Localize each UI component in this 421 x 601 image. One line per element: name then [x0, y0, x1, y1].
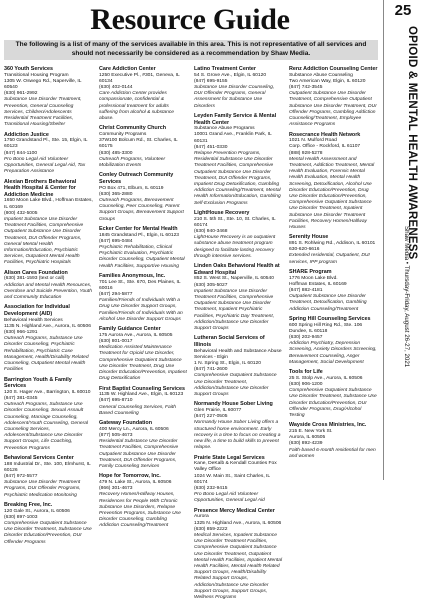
resource-entry [194, 263, 283, 332]
resource-name: Families Anonymous, Inc. [99, 273, 166, 279]
resource-name: Linden Oaks Behavioral Health at Edward Hospital [194, 263, 280, 276]
resource-name: Gateway Foundation [99, 420, 153, 427]
resource-name: Alison Cares Foundation [4, 269, 68, 276]
column-4 [289, 66, 378, 478]
resource-address: Transitional Housing Program 1305 W. Oswego Rd., Naperville, IL 60540 (630) 961-2992 [4, 72, 82, 97]
resource-name: Rosecrance Health Network [289, 131, 361, 138]
resource-entry [4, 179, 93, 267]
resource-description: Pro Bono Legal Aid Volunteer Opportunities, General Legal Aid, Tax Preparation Assistance [4, 156, 86, 175]
resource-entry [4, 455, 93, 499]
resource-address: (630) 381-1593 (text or call) [4, 276, 65, 282]
resource-name: First Baptist Counseling Services [99, 385, 185, 392]
resource-address: Substance Abuse Counseling Two American Way, Elgin, IL 60120 (847) 742-3545 [289, 72, 366, 90]
resource-name: Family Guidance Center [99, 326, 161, 333]
resource-entry [99, 473, 188, 529]
resource-address: 25 S. Stolp Ave., Aurora, IL 60506 (630) 906-1200 [289, 375, 363, 388]
resource-columns [4, 66, 378, 601]
resource-name: Barrington Youth & Family Services [4, 376, 72, 390]
resource-description: Comprehensive Outpatient Substance Use Disorder Treatment, Substance Use Disorder Education/Prevention, DUI Offender Programs, Drug/Alcohol Testing [289, 388, 377, 419]
resource-entry [99, 273, 188, 323]
resource-address: Behavioral Health Services 1135 N. Highland Ave., Aurora, IL 60506 (630) 966-1291 [4, 317, 91, 335]
resource-name: Hope for Tomorrow, Inc. [99, 473, 161, 480]
resource-entry [289, 269, 378, 313]
resource-entry [99, 172, 188, 222]
resource-name: Alexian Brothers Behavioral Health Hospital & Center for Addiction Medicine [4, 178, 77, 198]
resource-address: 1776 Moon Lake Blvd. Hoffman Estates, IL 60169 (847) 882-4181 [289, 275, 347, 294]
resource-address: 188 Industrial Dr., Ste. 100, Elmhurst, IL 60126 (847) 972-5577 [4, 461, 91, 480]
resource-entry [289, 422, 378, 460]
resource-address: Community Programs 37W100 Bolcum Rd., St. Charles, IL 60175 (630) 485-3300 [99, 132, 178, 156]
resource-name: SHARE Program [289, 269, 332, 276]
resource-name: LightHouse Recovery [194, 210, 250, 217]
resource-name: 360 Youth Services [4, 66, 53, 72]
resource-entry [99, 125, 188, 169]
resource-description: Outpatient Substance Use Disorder Treatment, Detoxification, Gambling Addiction Counseling/Treatment [289, 294, 367, 312]
resource-name: Leyden Family Service & Mental Health Center [194, 113, 277, 126]
resource-description: Pro Bono Legal Aid Volunteer Opportunities, General Legal Aid [194, 492, 265, 504]
resource-description: Outreach Programs, Volunteer Mobilization Events [99, 156, 166, 169]
resource-description: Outpatient Substance Use Disorder Treatment, Comprehensive Outpatient Substance Use Disorder Treatment, DUI Offender Programs, Gambling Addiction Counseling/Treatment, Employee Assistance Programs [289, 91, 377, 128]
resource-description: Extended residential, Outpatient, DUI services, IPP program [289, 253, 370, 265]
resource-entry [289, 132, 378, 232]
resource-entry [99, 226, 188, 270]
resource-entry [194, 66, 283, 110]
resource-address: 1845 Grandstand Pl., Elgin, IL 60123 (847) 695-0484 [99, 232, 180, 244]
resource-name: Lutheran Social Services of Illinois [194, 335, 265, 349]
resource-name: Care Addiction Center [99, 66, 156, 72]
resource-name: Christ Community Church [99, 125, 167, 132]
resource-address: Glen Prairie, IL 60077 (847) 227-0505 [194, 408, 242, 420]
resource-name: Spring Hill Counseling Services [289, 316, 371, 323]
resource-description: Substance Use Disorder Counseling, DUI Offender Programs, General Assessment for Substance Use Disorders [194, 85, 275, 109]
resource-description: Residential Substance Use Disorder Treatment Facilities, Comprehensive Outpatient Substance Use Disorder Treatment, DUI Offender Programs, Family Counseling Services [99, 439, 179, 470]
resource-description: Families/Friends of Individuals With a Drug Use Disorder Support Groups, Families/Friends of Individuals With an Alcohol Use Disorder Support Groups [99, 298, 183, 322]
resource-description: Outreach Programs, Substance Use Disorder Counseling, Psychiatric Rehabilitation, Psychiatric Case Management, Health/Disability Related Counseling, Outpatient Mental Health Facilities [4, 336, 89, 373]
page-title: Resource Guide [90, 3, 290, 36]
resource-address: 400 Mercy Ln., Aurora, IL 60506 (877) 505-4673 [99, 426, 169, 438]
resource-description: Substance Use Disorder Treatment, Prevention, General Counseling Services, Children/Adolescents Residential Treatment Facilities, Transitional Housing/Shelter [4, 97, 82, 128]
column-3 [194, 66, 283, 601]
side-rail [383, 0, 421, 480]
resource-address: 210 S. 5th St., Ste. 10, St. Charles, IL 60174 (630) 940-3468 [194, 216, 276, 235]
resource-entry [289, 316, 378, 366]
resource-description: Care Addiction Center provides compassionate, confidential & professional treatment for adults suffering from alcohol & substance abuse. [99, 91, 175, 122]
resource-address: 701 Lee St., Ste. 670, Des Plaines, IL 60016 (847) 294-5877 [99, 279, 181, 297]
resource-description: Addiction and Mental Health Resources, Overdose and Suicide Prevention, Youth and Community Education [4, 282, 92, 301]
resource-address: 852 S. West St., Naperville, IL 60540 (630) 305-5027 [194, 276, 274, 288]
resource-address: 600 Spring Hill Ring Rd., Ste. 106 Dundee, IL 60118 (630) 202-9457 [289, 322, 363, 341]
resource-address: 54 S. Grove Ave., Elgin, IL 60120 (847) 695-9155 [194, 72, 267, 84]
resource-entry [289, 234, 378, 265]
resource-entry [4, 270, 93, 301]
resource-name: Prairie State Legal Services [194, 454, 265, 461]
resource-address: 1021 N. Mulford Road Corp. Office - Rockford, IL 61107 (888) 928-5278 [289, 138, 361, 156]
resource-address: Substance Abuse Programs 10001 Grand Ave., Franklin Park, IL 60131 (847) 451-0330 [194, 126, 272, 150]
resource-description: Comprehensive Outpatient Substance Use Disorder Treatment, Substance Use Disorder Education/Prevention, DUI Offender Programs [4, 521, 92, 545]
resource-address: 479 N. Lake St., Aurora, IL 60506 (866) 301-4673 [99, 480, 172, 492]
resource-description: Inpatient Substance Use Disorder Treatment Facilities, Comprehensive Outpatient Substance Use Disorder Treatment, DUI Offender Programs, General Mental Health Information/Education, Psychiatric Services, Outpatient Mental Health Facilities, Psychiatric Hospitals [4, 217, 84, 266]
resource-entry [194, 455, 283, 505]
resource-name: Normandy House Sober Living [194, 401, 273, 408]
resource-address: Kane, DeKalb & Kendall Counties Fox Valley Office 1024 W. Main St., Saint Charles, IL 60174 (630) 232-9415 [194, 461, 277, 492]
resource-description: Inpatient Substance Use Disorder Treatment Facilities, Comprehensive Outpatient Substance Use Disorder Treatment, Inpatient Psychiatric Facilities, Psychiatric Day Treatment, Addiction/Substance Use Disorder Support Groups [194, 288, 275, 332]
resource-entry [99, 420, 188, 470]
resource-entry [4, 304, 93, 373]
resource-entry [194, 401, 283, 451]
resource-description: Psychiatric Rehabilitation, Clinical Psychiatric Evaluation, Psychiatric Disorder Counseling, Outpatient Mental Health Facilities, Supportive Housing [99, 245, 185, 269]
resource-description: General Counseling Services, Faith Based Counseling [99, 404, 176, 416]
resource-entry [99, 326, 188, 382]
resource-address: 120 Gale St., Aurora, IL 60506 (630) 897-1003 [4, 508, 70, 520]
resource-entry [4, 132, 93, 176]
intro-banner: The following is a list of many of the services available in this area. This is not representative of all services and should not necessarily be considered as a recommendation by Shaw Media. [4, 40, 378, 60]
resource-entry [194, 508, 283, 601]
resource-description: Normandy House Sober Living offers a structured home environment. Early recovery is a time to focus on creating a new life, a time to build skills to prevent relapse. [194, 420, 281, 451]
resource-entry [289, 66, 378, 128]
resource-name: Renz Addiction Counseling Center [289, 66, 378, 72]
resource-name: Breaking Free, Inc. [4, 502, 53, 509]
resource-name: Presence Mercy Medical Center [194, 507, 275, 514]
resource-address: Behavioral Health and Substance Abuse Services - Elgin 1 N. Spring St., Elgin, IL 60120 (847) 741-2600 [194, 348, 282, 373]
resource-entry [99, 66, 188, 122]
resource-address: 1250 Executive Pl., #301, Geneva, IL 60134 (630) 402-0144 [99, 72, 180, 90]
page-number: 25 [394, 2, 412, 19]
resource-address: 120 S. Hager Ave., Barrington, IL 60010 (847) 381-0345 [4, 389, 91, 401]
resource-address: 891 S. Rohlwing Rd., Addison, IL 60101 630-620-6616 [289, 241, 376, 253]
resource-name: Behavioral Services Center [4, 455, 74, 462]
resource-description: Medication Assisted Maintenance Treatment for Opioid Use Disorder, Comprehensive Outpatient Substance Use Disorder Treatment, Drug Use Disorder Education/Prevention, Inpatient Drug Detoxification [99, 345, 187, 382]
resource-address: 1650 Moon Lake Blvd., Hoffman Estates, IL 60169 (800) 432-5005 [4, 198, 93, 216]
resource-name: Wayside Cross Ministries, Inc. [289, 422, 367, 429]
resource-address: Aurora 1325 N. Highland Ave., Aurora, IL 60506 (630) 859-2222 [194, 514, 282, 532]
resource-name: Association for Individual Development (AID) [4, 304, 70, 317]
resource-name: Addiction Justice [4, 131, 49, 138]
resource-description: Comprehensive Outpatient Substance Use Disorder Treatment, Addiction/Substance Use Disorder Support Groups [194, 373, 277, 398]
section-label: OPIOID & MENTAL HEALTH AWARENESS [406, 26, 418, 260]
resource-description: Substance Use Disorder Treatment Programs, DUI Offender Programs, Psychiatric Medication Monitoring [4, 480, 81, 498]
resource-address: 175 Aurora Ave., Aurora, IL 60505 (630) 801-0017 [99, 332, 173, 344]
column-2 [99, 66, 188, 529]
resource-description: Outreach Programs, Bereavement Counseling, Peer Counseling, Parent Support Groups, Bereavement Support Groups [99, 198, 184, 222]
resource-entry [4, 377, 93, 452]
resource-address: 215 E. New York St. Aurora, IL 60505 (630) 892-4239 [289, 429, 333, 447]
resource-description: Medical Services, Inpatient Substance Use Disorder Treatment Facilities, Comprehensive Outpatient Substance Use Disorder Treatment, Outpatient Mental Health Facilities, Inpatient Mental Health Facilities, Mental Health Related Support Groups, Health/Disability Related Support Groups, Addiction/Substance Use Disorder Support Groups, Support Groups, Wellness Programs [194, 533, 283, 601]
resource-address: 1750 Grandstand Pl., Ste. 15, Elgin, IL 60123 (847) 844-1100 [4, 138, 88, 156]
resource-name: Latino Treatment Center [194, 66, 257, 72]
resource-entry [194, 113, 283, 207]
resource-description: Mental Health Assessment and Treatment, Addiction Treatment, Mental Health Evaluation, Forensic Mental Health Evaluation, Mental Health Screening, Detoxification, Alcohol Use Disorder Education/Prevention, Drug Use Disorder Education/Prevention, Comprehensive Outpatient Substance Use Disorder Treatment, Inpatient Substance Use Disorder Treatment Facilities, Recovery Homes/Halfway Houses [289, 156, 375, 231]
resource-description: Faith-based 6-month residential for men and women [289, 447, 376, 459]
resource-name: Conley Outreach Community Services [99, 172, 174, 185]
resource-entry [194, 210, 283, 260]
resource-description: LightHouse Recovery is an outpatient substance abuse treatment program designed to facilitate lasting recovery through intensive services. [194, 235, 276, 259]
resource-name: Serenity House [289, 234, 329, 241]
resource-description: Addiction Psychiatry, Depression Screening, Anxiety Disorders Screening, Bereavement Counseling, Anger Management, Social Development [289, 341, 377, 365]
resource-name: Tools for Life [289, 369, 323, 376]
resource-description: Outreach Programs, Substance Use Disorder Counseling, Sexual Assault Counseling, Marriage Counseling, Adolescent/Youth Counseling, General Counseling Services, Adolescent/Substance Use Disorder Support Groups, Life Coaching, Prevention Programs [4, 402, 89, 451]
resource-description: Relapse Prevention Programs, Residential Substance Use Disorder Treatment Facilities, Comprehensive Outpatient Substance Use Disorder Treatment, DUI Offender Programs, Inpatient Drug Detoxification, Gambling Addiction Counseling/Treatment, Mental Health Information/Education, Gambling Self-Exclusion Programs [194, 151, 281, 206]
resource-address: PO Box 471, Elburn, IL 60119 (630) 365-2880 [99, 185, 164, 197]
publication-line: Shaw Media • Thursday-Friday, August 26-27, 2021 [403, 226, 410, 368]
resource-address: 1135 W. Highland Ave., Elgin, IL 60123 (847) 695-8710 [99, 392, 184, 404]
column-1 [4, 66, 93, 545]
resource-entry [194, 335, 283, 398]
resource-description: Recovery Homes/Halfway Houses, Residences for People With Chronic Substance Use Disorders, Relapse Prevention Programs, Substance Use Disorder Counseling, Gambling Addiction Counseling/Treatment [99, 492, 181, 529]
resource-entry [289, 369, 378, 419]
resource-entry [99, 386, 188, 417]
resource-name: Ecker Center for Mental Health [99, 226, 178, 232]
resource-entry [4, 502, 93, 546]
resource-entry [4, 66, 93, 128]
